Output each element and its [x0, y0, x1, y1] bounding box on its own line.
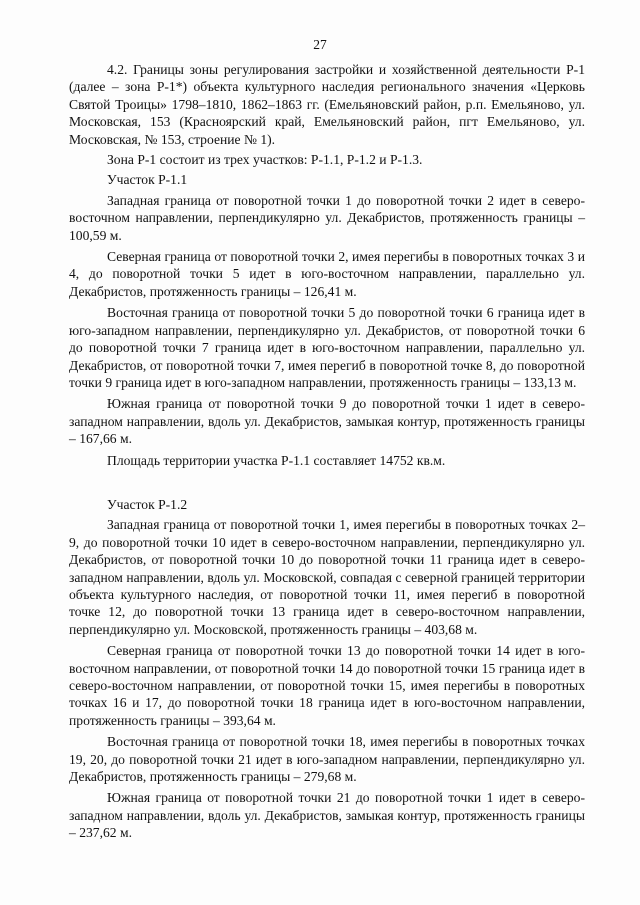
p1-2-south-boundary: Южная граница от поворотной точки 21 до поворотной точки 1 идет в северо-западном направлении, вдоль ул. Декабристов, замыкая контур, протяженность границы – 237,62 м. [69, 790, 585, 841]
p1-2-east-boundary: Восточная граница от поворотной точки 18, имея перегибы в поворотных точках 19, 20, до поворотной точки 21 идет в юго-западном направлении, перпендикулярно ул. Декабристов, протяженность границы – 279,68 м. [69, 734, 585, 785]
p1-1-area: Площадь территории участка Р-1.1 составляет 14752 кв.м. [107, 452, 446, 468]
zone-composition-paragraph: Зона Р-1 состоит из трех участков: Р-1.1, Р-1.2 и Р-1.3. [107, 152, 423, 168]
zone-definition-paragraph: 4.2. Границы зоны регулирования застройки и хозяйственной деятельности Р-1 (далее – зона Р-1*) объекта культурного наследия регионального значения «Церковь Святой Троицы» 1798–1810, 1862–1863 гг. (Емельяновский район, р.п. Емельяново, ул. Московская, 153 (Красноярский край, Емельяновский район, пгт Емельяново, ул. Московская, № 153, строение № 1). [69, 62, 585, 147]
document-body [69, 61, 585, 846]
p1-1-south-boundary: Южная граница от поворотной точки 9 до поворотной точки 1 идет в северо-западном направлении, вдоль ул. Декабристов, замыкая контур, протяженность границы – 167,66 м. [69, 396, 585, 447]
p1-1-east-boundary: Восточная граница от поворотной точки 5 до поворотной точки 6 граница идет в юго-западном направлении, перпендикулярно ул. Декабристов, от поворотной точки 6 до поворотной точки 7 граница идет в юго-восточном направлении, параллельно ул. Декабристов, от поворотной точки 7, имея перегиб в поворотной точке 8, до поворотной точки 9 граница идет в юго-западном направлении, протяженность границы – 133,13 м. [69, 305, 585, 390]
section-spacer [69, 472, 585, 496]
p1-1-north-boundary: Северная граница от поворотной точки 2, имея перегибы в поворотных точках 3 и 4, до поворотной точки 5 идет в юго-восточном направлении, параллельно ул. Декабристов, протяженность границы – 126,41 м. [69, 249, 585, 299]
p1-2-west-boundary: Западная граница от поворотной точки 1, имея перегибы в поворотных точках 2–9, до поворотной точки 10 идет в северо-восточном направлении, перпендикулярно ул. Декабристов, от поворотной точки 10 до поворотной точки 11 граница идет в северо-западном направлении, вдоль ул. Московской, совпадая с северной границей территории объекта культурного наследия, от поворотной точки 11, имея перегиб в поворотной точке 12, до поворотной точки 13 граница идет в северо-восточном направлении, перпендикулярно ул. Московской, протяженность границы – 403,68 м. [69, 517, 585, 637]
page-number: 27 [313, 37, 327, 52]
p1-2-north-boundary: Северная граница от поворотной точки 13 до поворотной точки 14 идет в юго-восточном направлении, от поворотной точки 14 до поворотной точки 15 граница идет в северо-восточном направлении, от поворотной точки 15, имея перегибы в поворотных точках 16 и 17, до поворотной точки 18 граница идет в юго-восточном направлении, протяженность границы – 393,64 м. [69, 643, 585, 728]
section-heading-p1-1: Участок Р-1.1 [107, 172, 188, 188]
p1-1-west-boundary: Западная граница от поворотной точки 1 до поворотной точки 2 идет в северо-восточном направлении, перпендикулярно ул. Декабристов, протяженность границы – 100,59 м. [69, 192, 585, 243]
section-heading-p1-2: Участок Р-1.2 [107, 496, 188, 512]
